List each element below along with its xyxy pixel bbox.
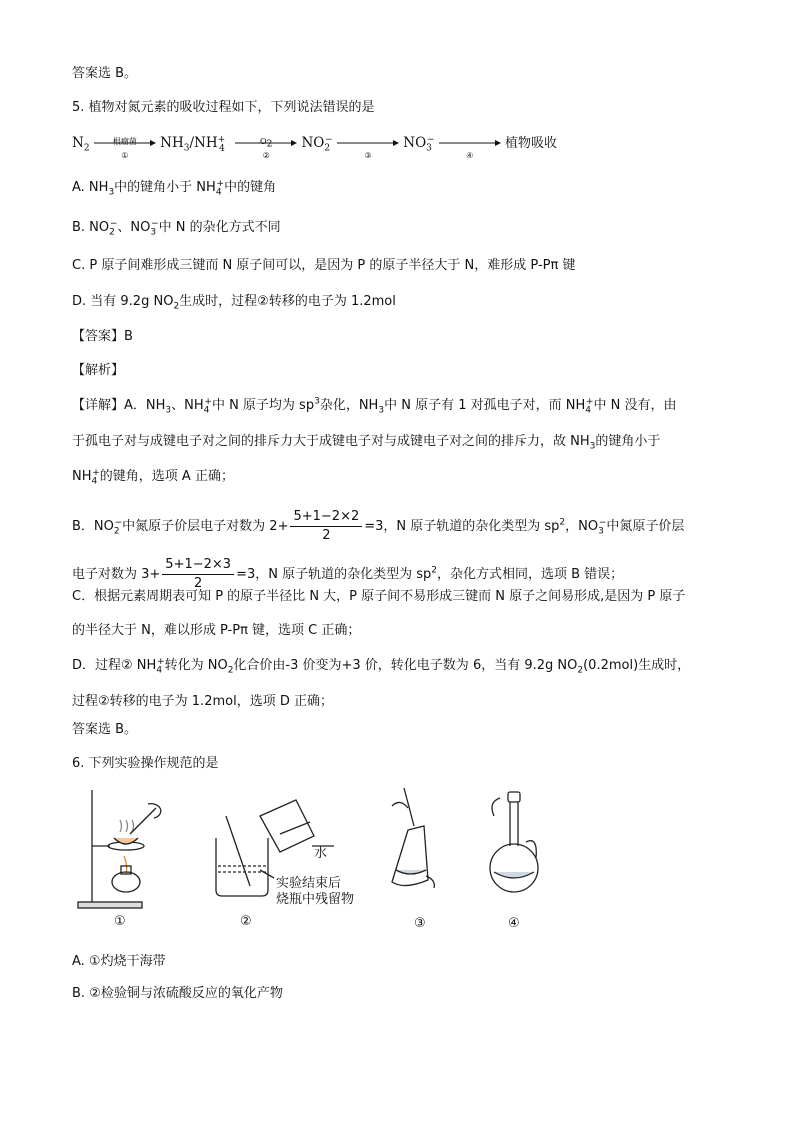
q5-detail-b-line2: 电子对数为 3+ $\frac{5+1-2\times 3}{2}$ =3，N 原子轨道的杂化类型为 $sp^2$，杂化方式相同，选项 B 错误；: [72, 557, 624, 591]
scheme-nh3-nh4: $NH_3/NH_{+4}$: [160, 134, 226, 154]
q5-option-d: D. 当有 9.2g $NO_2$生成时，过程②转移的电子为 1.2mol: [72, 294, 396, 312]
fraction-1: $\frac{5+1-2\times 2}{2}$: [290, 508, 362, 545]
q6-apparatus-figure: [74, 786, 544, 936]
scheme-no2: $NO_2^-$: [301, 134, 333, 154]
q5-final-answer: 答案选 B。: [72, 722, 138, 737]
q5-detail-d-line1: D．过程② $NH_4^+$转化为 $NO_2$化合价由-3 价变为+3 价，转化电子数为 6，当有 9.2g $NO_2(0.2mol)$生成时，: [72, 656, 691, 676]
q5-answer-label: 【答案】B: [72, 329, 133, 344]
figure-number-3: ③: [414, 916, 426, 931]
q5-detail-c-line2: 的半径大于 N，难以形成 P-Pπ 键，选项 C 正确；: [72, 623, 361, 638]
q6-option-b: B. ②检验铜与浓硫酸反应的氧化产物: [72, 986, 283, 1001]
q5-option-b: B. $NO_2^-$、$NO_3^-$中 N 的杂化方式不同: [72, 218, 281, 238]
scheme-arrow-2: $O_2$ ②: [235, 134, 297, 154]
scheme-arrow-4: ④: [439, 134, 501, 154]
q6-stem: 6. 下列实验操作规范的是: [72, 756, 219, 771]
figure-number-2: ②: [240, 914, 252, 929]
scheme-no3: $NO_3^-$: [403, 134, 435, 154]
label-residue-line1: 实验结束后: [276, 876, 342, 891]
q5-analysis-label: 【解析】: [72, 363, 125, 378]
apparatus-3-separatory-funnel: [392, 788, 434, 888]
previous-answer: 答案选 B。: [72, 66, 138, 81]
q5-option-a: A. $NH_3$中的键角小于 $NH_4^+$中的键角: [72, 178, 277, 198]
q5-detail-c-line1: C．根据元素周期表可知 P 的原子半径比 N 大，P 原子间不易形成三键而 N 原子之间易形成,是因为 P 原子: [72, 589, 686, 604]
figure-number-4: ④: [508, 916, 520, 931]
scheme-arrow-1: 根瘤菌 ①: [94, 134, 156, 154]
apparatus-1-crucible-burner: [78, 790, 161, 908]
label-residue-line2: 烧瓶中残留物: [276, 892, 355, 907]
q5-reaction-scheme: [72, 133, 558, 160]
q5-detail-a-line3: $NH_4^+$的键角，选项 A 正确；: [72, 467, 234, 487]
scheme-n2: $N_2$: [72, 135, 90, 154]
label-water: 水: [314, 846, 328, 861]
q5-detail-a-line1: 【详解】A．$NH_3$、$NH_4^+$中 N 原子均为 $sp^3$杂化，$NH_3$中 N 原子有 1 对孤电子对，而 $NH_4^+$中 N 没有，由: [72, 396, 677, 416]
q5-option-c: C. P 原子间难形成三键而 N 原子间可以，是因为 P 的原子半径大于 N，难形成 P-Pπ 键: [72, 258, 576, 273]
q6-option-a: A. ①灼烧干海带: [72, 954, 166, 969]
fraction-2: $\frac{5+1-2\times 3}{2}$: [162, 556, 234, 593]
q5-stem: 5. 植物对氮元素的吸收过程如下，下列说法错误的是: [72, 100, 375, 115]
figure-number-1: ①: [114, 914, 126, 929]
apparatus-drawings: [74, 786, 544, 936]
scheme-end: 植物吸收: [505, 136, 558, 151]
apparatus-4-volumetric-flask: [490, 792, 538, 892]
scheme-arrow-3: ③: [337, 134, 399, 154]
q5-detail-b-line1: B．$NO_2^-$中氮原子价层电子对数为 2+ $\frac{5+1-2\times 2}{2}$ =3，N 原子轨道的杂化类型为 $sp^2$，$NO_3^-$中氮原子价层: [72, 509, 685, 543]
q5-detail-a-line2: 于孤电子对与成键电子对之间的排斥力大于成键电子对与成键电子对之间的排斥力，故 $NH_3$的键角小于: [72, 434, 661, 452]
q5-detail-d-line2: 过程②转移的电子为 1.2mol，选项 D 正确；: [72, 694, 333, 709]
